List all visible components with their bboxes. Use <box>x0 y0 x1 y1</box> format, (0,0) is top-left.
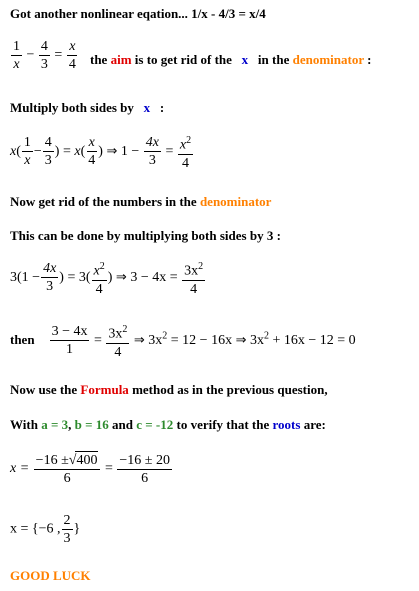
with-comma: , <box>68 417 72 432</box>
eq5-x: x = <box>10 461 30 477</box>
eq1-numerator-3: x <box>69 39 76 54</box>
aim-x: x <box>241 52 249 67</box>
multiply-line <box>10 100 164 116</box>
eq4-rest: = 12 − 16x <box>170 333 233 349</box>
good-luck: GOOD LUCK <box>10 568 91 583</box>
eq2-minus: − <box>33 144 42 160</box>
eq6-num: 2 <box>63 513 71 528</box>
formula-word: Formula <box>80 382 129 397</box>
eq2-arrow: ⇒ <box>106 144 118 160</box>
with-pre: With <box>10 417 38 432</box>
equation-2 <box>10 132 194 172</box>
eq2-x3: x <box>74 144 81 160</box>
eq5-den1: 6 <box>63 471 71 486</box>
aim-word: aim <box>110 52 132 67</box>
equation-4 <box>10 321 356 361</box>
eq2-x2num: x <box>179 137 187 153</box>
eq2-four2: 4 <box>88 153 96 169</box>
formula-line <box>10 382 328 398</box>
with-a: a = 3 <box>41 417 69 432</box>
eq2-xnum: x <box>88 135 95 151</box>
multiply-pre: Multiply both sides by <box>10 100 134 115</box>
with-mid: to verify that the <box>176 417 270 432</box>
with-line <box>10 417 326 433</box>
can-be-done-line: This can be done by multiplying both sides by 3 : <box>10 228 281 243</box>
eq5-eq: = <box>104 461 113 477</box>
now-rid-denominator: denominator <box>199 194 272 209</box>
eq5-den2: 6 <box>141 470 149 486</box>
eq4-exp2: 2 <box>162 330 168 342</box>
with-b: b = 16 <box>74 417 109 432</box>
eq1-minus: − <box>26 47 35 63</box>
eq4-mid: 3x <box>148 333 163 349</box>
eq2-x: x <box>10 144 17 160</box>
intro-line: Got another nonlinear eqation... 1/x - 4/3 = x/4 <box>10 6 266 21</box>
eq4-fin-rest: + 16x − 12 = 0 <box>272 333 356 349</box>
eq2-fourx: 4x <box>145 135 159 151</box>
aim-line <box>90 52 371 68</box>
eq2-four: 4 <box>44 135 52 151</box>
eq5-sqrt: 400 <box>76 453 98 468</box>
eq3-four: 4 <box>95 281 103 297</box>
formula-post: method as in the previous question, <box>132 382 328 397</box>
eq2-close2: ) <box>98 144 103 160</box>
formula-pre: Now use the <box>10 382 78 397</box>
eq2-three2: 3 <box>148 153 156 169</box>
eq2-open2: ( <box>80 144 86 160</box>
eq4-num2: 3x <box>108 326 123 342</box>
multiply-x: x <box>143 100 151 115</box>
eq4-den2: 4 <box>114 344 122 360</box>
eq4-eq: = <box>93 333 102 349</box>
eq3-three-den: 3 <box>46 279 54 295</box>
aim-mid: is to get rid of the <box>134 52 232 67</box>
eq2-exp: 2 <box>186 135 192 146</box>
eq3-lhs: 3(1 − <box>10 270 41 286</box>
aim-post: in the <box>257 52 290 67</box>
eq1-denominator-3: 4 <box>68 57 76 72</box>
eq2-open: ( <box>16 144 21 160</box>
eq6-close: } <box>73 521 81 537</box>
multiply-end: : <box>159 100 165 115</box>
with-c: c = -12 <box>136 417 174 432</box>
eq4-fin: 3x <box>249 333 264 349</box>
eq2-four3: 4 <box>181 155 189 171</box>
eq4-den: 1 <box>66 342 74 358</box>
eq3-rp2: ) <box>107 270 113 286</box>
eq3-rp: ) <box>59 270 64 286</box>
eq1-numerator-2: 4 <box>40 39 48 54</box>
eq2-one: 1 <box>23 135 31 151</box>
eq4-exp: 2 <box>122 324 128 335</box>
eq3-eq: = 3( <box>67 270 91 286</box>
eq2-x-den: x <box>24 153 31 169</box>
with-end: are: <box>303 417 326 432</box>
now-rid-line <box>10 194 271 210</box>
eq3-exp: 2 <box>99 261 105 272</box>
eq5-num2: −16 ± 20 <box>119 452 170 468</box>
now-rid-text: Now get rid of the numbers in the <box>10 194 197 209</box>
eq2-three: 3 <box>44 153 52 169</box>
eq3-four2: 4 <box>190 281 198 297</box>
eq4-arrow2: ⇒ <box>235 333 247 349</box>
eq4-exp3: 2 <box>263 330 269 342</box>
eq3-fourx: 4x <box>43 261 57 277</box>
eq4-num: 3 − 4x <box>51 324 88 340</box>
eq2-equals2: = <box>165 144 174 160</box>
aim-denominator: denominator <box>292 52 364 67</box>
with-and: and <box>112 417 133 432</box>
eq2-equals: = <box>62 144 71 160</box>
eq2-close: ) <box>54 144 60 160</box>
aim-end: : <box>367 52 372 67</box>
eq6-x: x = {−6 , <box>10 521 61 537</box>
equation-1 <box>10 38 79 73</box>
aim-pre: the <box>90 52 108 67</box>
eq3-x: x <box>93 263 100 279</box>
eq3-threex: 3x <box>184 263 199 279</box>
eq1-denominator-1: x <box>13 57 20 72</box>
eq4-then: then <box>10 332 35 348</box>
eq4-arrow: ⇒ <box>133 333 145 349</box>
eq3-rhs: 3 − 4x = <box>130 270 178 286</box>
eq1-denominator-2: 3 <box>40 57 48 72</box>
equation-5: x = $\frac{-16 \pm√400}{6}$ = $\frac{-16 \pm 20}{6}$ <box>10 452 170 486</box>
eq3-arrow: ⇒ <box>115 270 127 286</box>
eq1-numerator-1: 1 <box>13 39 20 54</box>
equation-3 <box>10 258 206 298</box>
eq1-equals: = <box>54 47 63 63</box>
eq5-num1: −16 ± <box>35 453 69 468</box>
eq6-den: 3 <box>63 531 71 546</box>
eq3-exp2: 2 <box>198 261 204 272</box>
equation-6 <box>10 512 80 547</box>
with-roots: roots <box>272 417 301 432</box>
eq2-one-minus: 1 − <box>120 144 140 160</box>
